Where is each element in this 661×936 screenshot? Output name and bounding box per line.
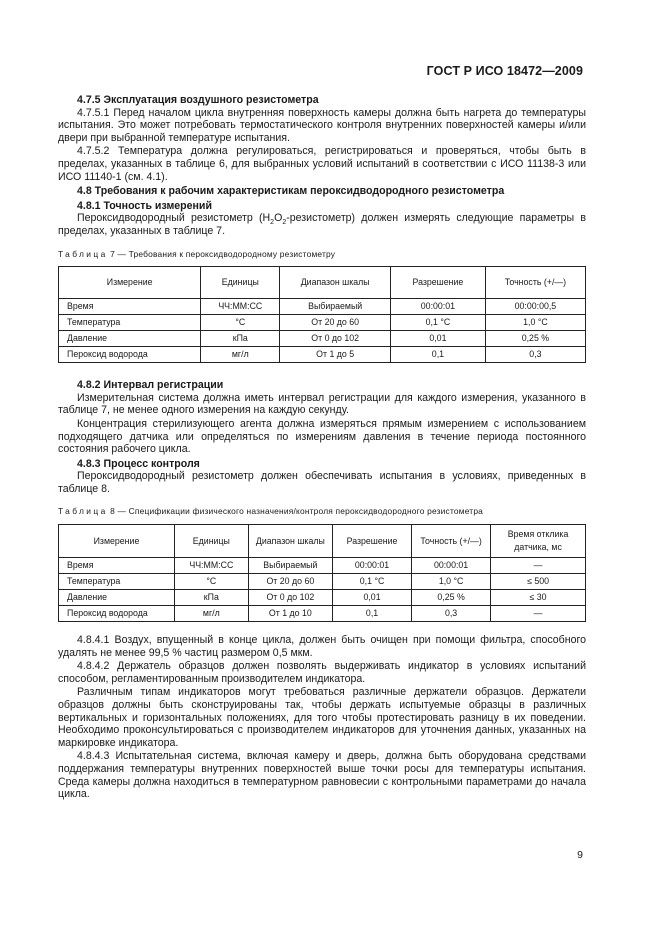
text-part: O	[274, 212, 283, 225]
table-cell: °C	[201, 315, 280, 331]
table-row	[59, 574, 586, 590]
table-cell: ЧЧ:ММ:СС	[201, 299, 280, 315]
header-cell: Измерение	[59, 267, 201, 299]
header-cell: Время отклика датчика, мс	[491, 525, 586, 558]
table-cell: Давление	[59, 331, 201, 347]
table-cell: Давление	[59, 590, 175, 606]
paragraph-4-8-3: Пероксидводородный резистометр должен обеспечивать испытания в условиях, приведенных в таблице 8.	[58, 470, 586, 495]
table-cell: 00:00:01	[390, 299, 485, 315]
table-row	[59, 558, 586, 574]
subscript: 2	[270, 219, 275, 227]
header-cell: Единицы	[174, 525, 248, 558]
header-cell: Диапазон шкалы	[280, 267, 391, 299]
table-cell: 00:00:00,5	[485, 299, 585, 315]
table-cell: кПа	[174, 590, 248, 606]
table-cell: 0,01	[390, 331, 485, 347]
table-7	[58, 266, 586, 363]
table-cell: 1,0 °C	[412, 574, 491, 590]
table-cell: —	[491, 606, 586, 622]
table-cell: °C	[174, 574, 248, 590]
header-cell: Единицы	[201, 267, 280, 299]
table-cell: ЧЧ:ММ:СС	[174, 558, 248, 574]
table-7-caption	[58, 248, 586, 261]
paragraph-4-8-2-b: Концентрация стерилизующего агента должна измеряться прямым измерением с использованием подходящего датчика или определяться по измерениям давления в течение периода постоянного состояния рабочего цикла.	[58, 417, 586, 456]
table-cell: От 0 до 102	[248, 590, 332, 606]
paragraph-4-7-5-1: 4.7.5.1 Перед началом цикла внутренняя поверхность камеры должна быть нагрета до температуры испытания. Это может потребовать термостатического контроля внутренних поверхностей камеры и/или двери при выбранной температуре испытания.	[58, 106, 586, 144]
table-cell: 0,3	[412, 606, 491, 622]
table-8	[58, 524, 586, 622]
table-cell: Пероксид водорода	[59, 606, 175, 622]
header-cell: Измерение	[59, 525, 175, 558]
page-content	[58, 92, 586, 802]
table-cell: 00:00:01	[412, 558, 491, 574]
header-cell: Точность (+/—)	[485, 267, 585, 299]
table-cell: 0,3	[485, 347, 585, 363]
table-cell: От 1 до 10	[248, 606, 332, 622]
table-cell: Время	[59, 558, 175, 574]
table-cell: —	[491, 558, 586, 574]
paragraph-4-8-4-1: 4.8.4.1 Воздух, впущенный в конце цикла, должен быть очищен при помощи фильтра, способного удалять не менее 99,5 % частиц размером 0,5 мкм.	[58, 634, 586, 659]
paragraph-4-8-2-a: Измерительная система должна иметь интервал регистрации для каждого измерения, указанного в таблице 7, не менее одного измерения на каждую секунду.	[58, 391, 586, 417]
table-cell: мг/л	[174, 606, 248, 622]
table-cell: От 20 до 60	[248, 574, 332, 590]
table-header-row	[59, 267, 586, 299]
table-cell: Время	[59, 299, 201, 315]
header-cell: Разрешение	[390, 267, 485, 299]
table-cell: 0,1 °C	[333, 574, 412, 590]
table-cell: От 20 до 60	[280, 315, 391, 331]
table-cell: От 0 до 102	[280, 331, 391, 347]
table-8-caption	[58, 505, 586, 518]
table-cell: мг/л	[201, 347, 280, 363]
caption-text: 8 — Спецификации физического назначения/контроля пероксидводородного резистометра	[107, 506, 484, 517]
page-number: 9	[577, 849, 583, 861]
table-cell: 0,1	[333, 606, 412, 622]
paragraph-4-7-5-2: 4.7.5.2 Температура должна регулироваться, регистрироваться и проверяться, чтобы быть в пределах, указанных в таблице 6, для выбранных условий испытаний в соответствии с ИСО 11138-3 или ИСО 11140-1 (см. 4.1).	[58, 145, 586, 183]
header-cell: Диапазон шкалы	[248, 525, 332, 558]
table-row	[59, 331, 586, 347]
table-cell: ≤ 500	[491, 574, 586, 590]
text-part: -резистометр) должен измерять следующие параметры в пределах, указанных в таблице 7.	[58, 212, 586, 237]
table-cell: От 1 до 5	[280, 347, 391, 363]
paragraph-4-8-4-3: 4.8.4.3 Испытательная система, включая камеру и дверь, должна быть оборудована средствами поддержания температуры внутренних поверхностей выше точки росы для температуры испытания. Среда камеры должна находиться в температурном равновесии с контрольными параметрами до начала цикла.	[58, 750, 586, 801]
table-header-row	[59, 525, 586, 558]
table-cell: ≤ 30	[491, 590, 586, 606]
section-4-8-title: 4.8 Требования к рабочим характеристикам пероксидводородного резистометра	[77, 185, 505, 198]
section-4-8-2-title: 4.8.2 Интервал регистрации	[77, 379, 224, 392]
table-cell: 1,0 °C	[485, 315, 585, 331]
table-cell: Пероксид водорода	[59, 347, 201, 363]
caption-word: Таблица	[58, 506, 108, 517]
table-row	[59, 606, 586, 622]
table-cell: 0,25 %	[485, 331, 585, 347]
table-cell: 00:00:01	[333, 558, 412, 574]
table-cell: кПа	[201, 331, 280, 347]
section-4-8-1-title: 4.8.1 Точность измерений	[77, 199, 212, 212]
paragraph-4-8-4-2: 4.8.4.2 Держатель образцов должен позволять выдерживать индикатор в условиях испытаний способом, регламентированным производителем индикатора.	[58, 660, 586, 685]
caption-word: Таблица	[58, 248, 108, 259]
paragraph-4-8-1	[58, 212, 586, 237]
paragraph-4-8-4-2-note: Различным типам индикаторов могут требоваться различные держатели образцов. Держатели образцов должны быть сконструированы так, чтобы держать испытуемые образцы в различных вертикальных и горизонтальных положениях, для того чтобы протестировать разницу в их поведении. Необходимо проконсультироваться с производителем индикаторов для уточнения данных, указанных на маркировке индикатора.	[58, 686, 586, 749]
header-cell: Разрешение	[333, 525, 412, 558]
table-cell: Выбираемый	[280, 299, 391, 315]
section-4-8-3-title: 4.8.3 Процесс контроля	[77, 457, 200, 470]
section-4-7-5-title: 4.7.5 Эксплуатация воздушного резистометра	[77, 94, 319, 106]
table-row	[59, 347, 586, 363]
header-cell: Точность (+/—)	[412, 525, 491, 558]
caption-text: 7 — Требования к пероксидводородному резистометру	[107, 248, 336, 259]
table-cell: Температура	[59, 315, 201, 331]
table-cell: 0,1	[390, 347, 485, 363]
table-cell: 0,1 °C	[390, 315, 485, 331]
document-header: ГОСТ Р ИСО 18472—2009	[426, 64, 583, 78]
table-row	[59, 299, 586, 315]
table-row	[59, 590, 586, 606]
table-cell: 0,25 %	[412, 590, 491, 606]
table-cell: Температура	[59, 574, 175, 590]
table-cell: 0,01	[333, 590, 412, 606]
subscript: 2	[282, 219, 287, 227]
text-part: Пероксидводородный резистометр (H	[77, 212, 271, 225]
table-row	[59, 315, 586, 331]
table-cell: Выбираемый	[248, 558, 332, 574]
